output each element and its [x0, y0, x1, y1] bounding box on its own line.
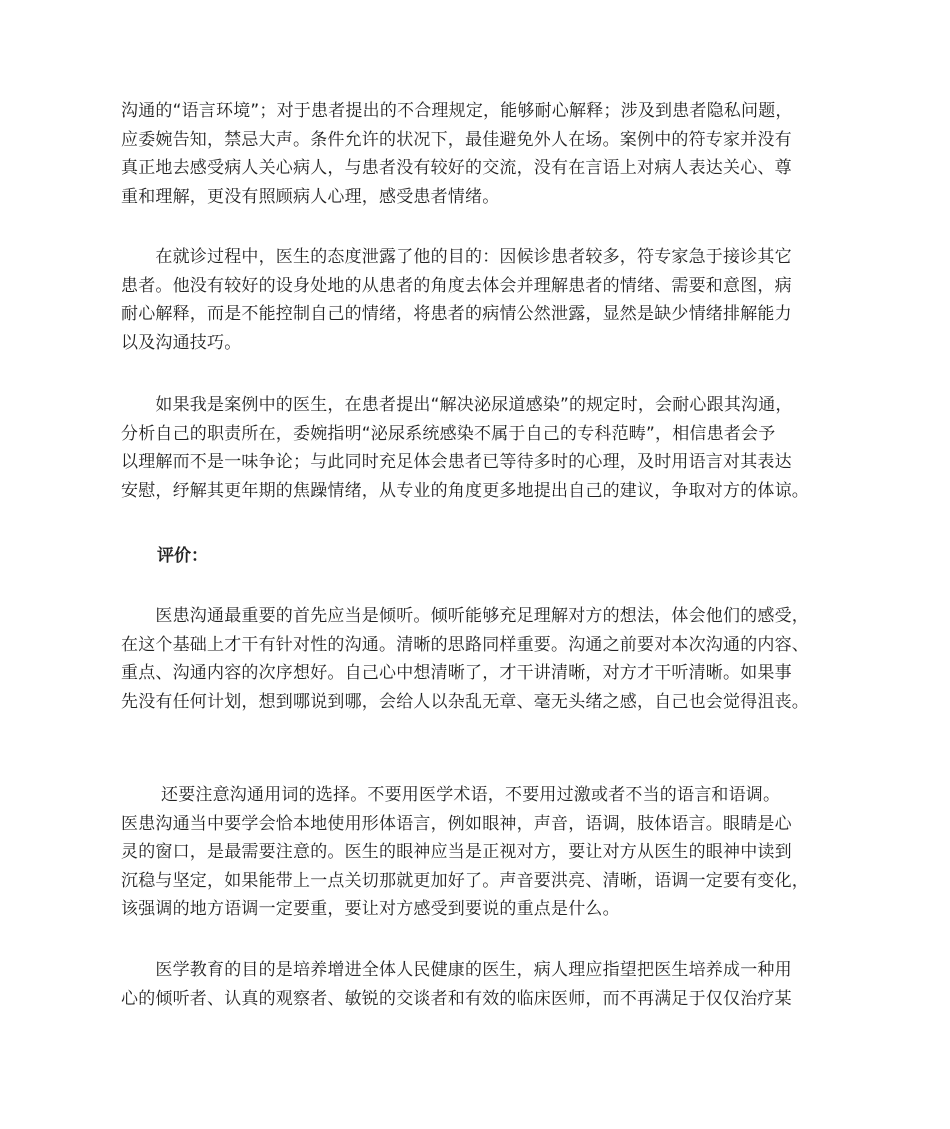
text-line: 医患沟通最重要的首先应当是倾听。倾听能够充足理解对方的想法，体会他们的感受，: [121, 606, 809, 626]
paragraph-doctor-attitude: [121, 243, 841, 357]
text-line: 重和理解，更没有照顾病人心理，感受患者情绪。: [121, 186, 500, 207]
text-line: 医患沟通当中要学会恰本地使用形体语言，例如眼神，声音，语调，肢体语言。眼睛是心: [121, 813, 792, 834]
section-heading-evaluation: 评价：: [157, 546, 208, 566]
text-line: 安慰，纾解其更年期的焦躁情绪，从专业的角度更多地提出自己的建议，争取对方的体谅。: [121, 480, 809, 501]
text-line: 还要注意沟通用词的选择。不要用医学术语，不要用过激或者不当的语言和语调。: [121, 785, 781, 805]
paragraph-medical-education: [121, 956, 841, 1013]
text-line: 先没有任何计划，想到哪说到哪，会给人以杂乱无章、毫无头绪之感，自己也会觉得沮丧。: [121, 691, 809, 712]
text-line: 心的倾听者、认真的观察者、敏锐的交谈者和有效的临床医师，而不再满足于仅仅治疗某: [121, 988, 792, 1009]
text-line: 真正地去感受病人关心病人，与患者没有较好的交流，没有在言语上对病人表达关心、尊: [121, 158, 792, 178]
text-line: 应委婉告知，禁忌大声。条件允许的状况下，最佳避免外人在场。案例中的符专家并没有: [121, 129, 792, 150]
text-line: 重点、沟通内容的次序想好。自己心中想清晰了，才干讲清晰，对方才干听清晰。如果事: [121, 663, 792, 683]
text-line: 如果我是案例中的医生，在患者提出“解决泌尿道感染”的规定时，会耐心跟其沟通，: [121, 395, 793, 415]
text-line: 灵的窗口，是最需要注意的。医生的眼神应当是正视对方，要让对方从医生的眼神中读到: [121, 842, 792, 862]
text-line: 该强调的地方语调一定要重，要让对方感受到要说的重点是什么。: [121, 899, 620, 919]
text-line: 耐心解释，而是不能控制自己的情绪，将患者的病情公然泄露，显然是缺少情绪排解能力: [121, 304, 792, 324]
paragraph-word-choice: [121, 781, 841, 924]
text-line: 在就诊过程中，医生的态度泄露了他的目的：因候诊患者较多，符专家急于接诊其它: [121, 247, 792, 267]
paragraph-communication-environment: [121, 97, 841, 211]
text-line: 医学教育的目的是培养增进全体人民健康的医生，病人理应指望把医生培养成一种用: [121, 960, 792, 980]
text-line: 以理解而不是一味争论；与此同时充足体会患者已等待多时的心理，及时用语言对其表达: [121, 452, 792, 472]
text-line: 沟通的“语言环境”；对于患者提出的不合理规定，能够耐心解释；涉及到患者隐私问题，: [121, 101, 793, 121]
paragraph-listening: [121, 602, 841, 716]
text-line: 沉稳与坚定，如果能带上一点关切那就更加好了。声音要洪亮、清晰，语调一定要有变化，: [121, 870, 809, 891]
text-line: 在这个基础上才干有针对性的沟通。清晰的思路同样重要。沟通之前要对本次沟通的内容、: [121, 634, 809, 655]
text-line: 患者。他没有较好的设身处地的从患者的角度去体会并理解患者的情绪、需要和意图，病: [121, 275, 792, 296]
text-line: 以及沟通技巧。: [121, 332, 242, 353]
text-line: 分析自己的职责所在，委婉指明“泌尿系统感染不属于自己的专科范畴”，相信患者会予: [121, 423, 776, 444]
paragraph-if-i-were-doctor: [121, 391, 841, 505]
